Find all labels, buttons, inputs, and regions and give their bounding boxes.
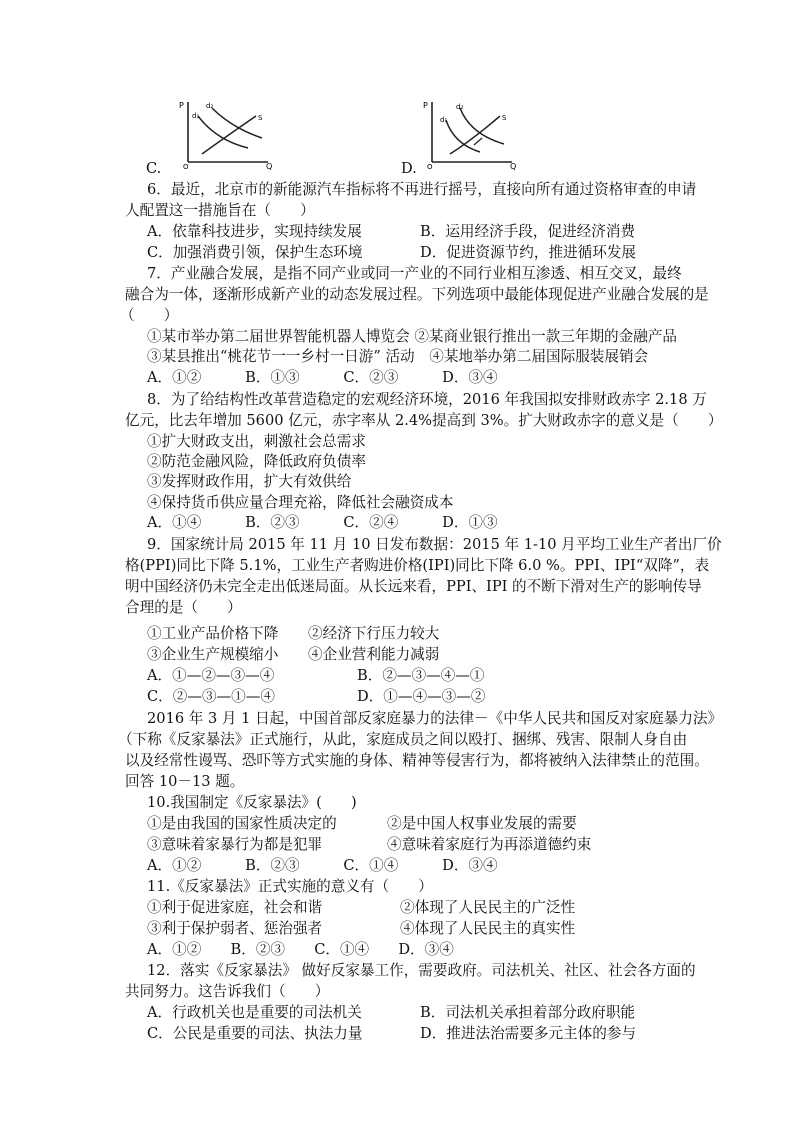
q9-item-3: ③企业生产规模缩小 (147, 646, 279, 663)
q9-option-d: D．①—④—③—② (357, 688, 486, 705)
graph-d-origin-label: O (427, 163, 433, 170)
graph-d-option-label: D. (401, 160, 417, 177)
q7-stem-line-1: 7．产业融合发展，是指不同产业或同一产业的不同行业相互渗透、相互交叉，最终 (147, 265, 682, 282)
q7-options: A．①② B．①③ C．②③ D．③④ (147, 369, 498, 386)
q11-options: A．①② B．②③ C．①④ D．③④ (147, 941, 454, 958)
q8-options: A．①④ B．②③ C．②④ D．①③ (147, 514, 498, 531)
q9-option-c: C．②—③—①—④ (147, 688, 275, 705)
q8-item-1: ①扩大财政支出，刺激社会总需求 (147, 433, 366, 450)
graph-d (420, 98, 520, 170)
passage-line-3: 以及经常性谩骂、恐吓等方式实施的身体、精神等侵害行为，都将被纳入法律禁止的范围。 (125, 752, 709, 769)
q11-item-4: ④体现了人民民主的真实性 (400, 920, 576, 937)
q8-item-3: ③发挥财政作用，扩大有效供给 (147, 473, 352, 490)
graph-d-shift-arrow (474, 138, 482, 145)
q11-item-1: ①利于促进家庭，社会和谐 (147, 899, 323, 916)
q9-stem-line-3: 明中国经济仍未完全走出低迷局面。从长远来看，PPI、IPI 的不断下滑对生产的影响传导 (125, 578, 702, 595)
q10-item-4: ④意味着家庭行为再添道德约束 (387, 836, 592, 853)
q9-option-a: A．①—②—③—④ (147, 667, 275, 684)
graph-c-s-label: S (258, 114, 263, 122)
graph-c-d2-curve (212, 108, 262, 138)
graph-c-option-label: C. (146, 160, 162, 177)
passage-line-1: 2016 年 3 月 1 日起，中国首部反家庭暴力的法律－《中华人民共和国反对家庭暴力法》 (147, 710, 723, 727)
q9-item-1: ①工业产品价格下降 (147, 625, 279, 642)
graph-c-d1-curve (198, 116, 248, 148)
q7-items-3-4: ③某县推出“桃花节一一乡村一日游” 活动 ④某地举办第二届国际服装展销会 (147, 348, 649, 365)
q11-stem: 11.《反家暴法》正式实施的意义有（ ） (147, 878, 433, 895)
q6-option-b: B．运用经济手段，促进经济消费 (420, 223, 636, 240)
graph-d-d2-label: d₂ (456, 103, 464, 111)
q11-item-2: ②体现了人民民主的广泛性 (400, 899, 576, 916)
q12-option-d: D．推进法治需要多元主体的参与 (420, 1025, 637, 1042)
graph-d-s-curve (450, 116, 500, 154)
q12-stem-line-2: 共同努力。这告诉我们（ ） (125, 983, 330, 1000)
q10-stem: 10.我国制定《反家暴法》( ) (147, 794, 357, 811)
q12-stem-line-1: 12．落实《反家暴法》 做好反家暴工作，需要政府。司法机关、社区、社会各方面的 (147, 962, 696, 979)
q6-option-c: C．加强消费引领，保护生态环境 (147, 244, 363, 261)
q8-stem-line-1: 8．为了给结构性改革营造稳定的宏观经济环境，2016 年我国拟安排财政赤字 2.18 万 (147, 391, 707, 408)
passage-line-2: （下称《反家暴法》正式施行，从此，家庭成员之间以殴打、捆绑、残害、限制人身自由 (118, 731, 688, 748)
graph-d-s-label: S (502, 114, 507, 122)
graph-d-q-label: Q (510, 162, 517, 170)
q7-items-1-2: ①某市举办第二届世界智能机器人博览会 ②某商业银行推出一款三年期的金融产品 (147, 328, 678, 345)
graph-c-d2-label: d₂ (206, 102, 214, 110)
q12-option-c: C．公民是重要的司法、执法力量 (147, 1025, 363, 1042)
q7-stem-line-2: 融合为一体，逐渐形成新产业的动态发展过程。下列选项中最能体现促进产业融合发展的是 (125, 286, 709, 303)
q7-stem-line-3: （ ） (120, 307, 179, 324)
q9-item-2: ②经济下行压力较大 (308, 625, 440, 642)
graph-c-origin-label: O (183, 163, 189, 170)
q6-option-d: D．促进资源节约，推进循环发展 (420, 244, 637, 261)
q9-item-4: ④企业营利能力减弱 (308, 646, 440, 663)
q9-option-b: B．②—③—④—① (357, 667, 485, 684)
graph-d-p-label: P (423, 101, 428, 110)
graph-c (176, 98, 276, 170)
graph-d-d1-label: d₁ (440, 116, 448, 124)
q10-item-2: ②是中国人权事业发展的需要 (387, 815, 577, 832)
q6-stem-line-1: 6．最近，北京市的新能源汽车指标将不再进行摇号，直接向所有通过资格审查的申请 (147, 181, 697, 198)
q10-item-1: ①是由我国的国家性质决定的 (147, 815, 337, 832)
q8-item-2: ②防范金融风险，降低政府负债率 (147, 453, 366, 470)
q10-options: A．①② B．②③ C．①④ D．③④ (147, 857, 498, 874)
passage-line-4: 回答 10－13 题。 (125, 773, 245, 790)
q12-option-a: A．行政机关也是重要的司法机关 (147, 1004, 362, 1021)
q9-stem-line-4: 合理的是（ ） (125, 599, 242, 616)
q8-stem-line-2: 亿元，比去年增加 5600 亿元，赤字率从 2.4%提高到 3%。扩大财政赤字的意义是（ ） (125, 412, 723, 429)
graph-c-d1-label: d₁ (192, 112, 200, 120)
q8-item-4: ④保持货币供应量合理充裕，降低社会融资成本 (147, 494, 454, 511)
q9-stem-line-1: 9．国家统计局 2015 年 11 月 10 日发布数据：2015 年 1-10 月平均工业生产者出厂价 (147, 536, 722, 553)
graph-c-p-label: P (179, 101, 184, 110)
q6-option-a: A．依靠科技进步，实现持续发展 (147, 223, 362, 240)
q9-stem-line-2: 格(PPI)同比下降 5.1%，工业生产者购进价格(IPI)同比下降 6.0 %。PPI、IPI“双降”，表 (125, 557, 710, 574)
q11-item-3: ③利于保护弱者、惩治强者 (147, 920, 323, 937)
q10-item-3: ③意味着家暴行为都是犯罪 (147, 836, 323, 853)
q12-option-b: B．司法机关承担着部分政府职能 (420, 1004, 636, 1021)
q6-stem-line-2: 人配置这一措施旨在（ ） (125, 202, 315, 219)
graph-c-q-label: Q (266, 162, 273, 170)
